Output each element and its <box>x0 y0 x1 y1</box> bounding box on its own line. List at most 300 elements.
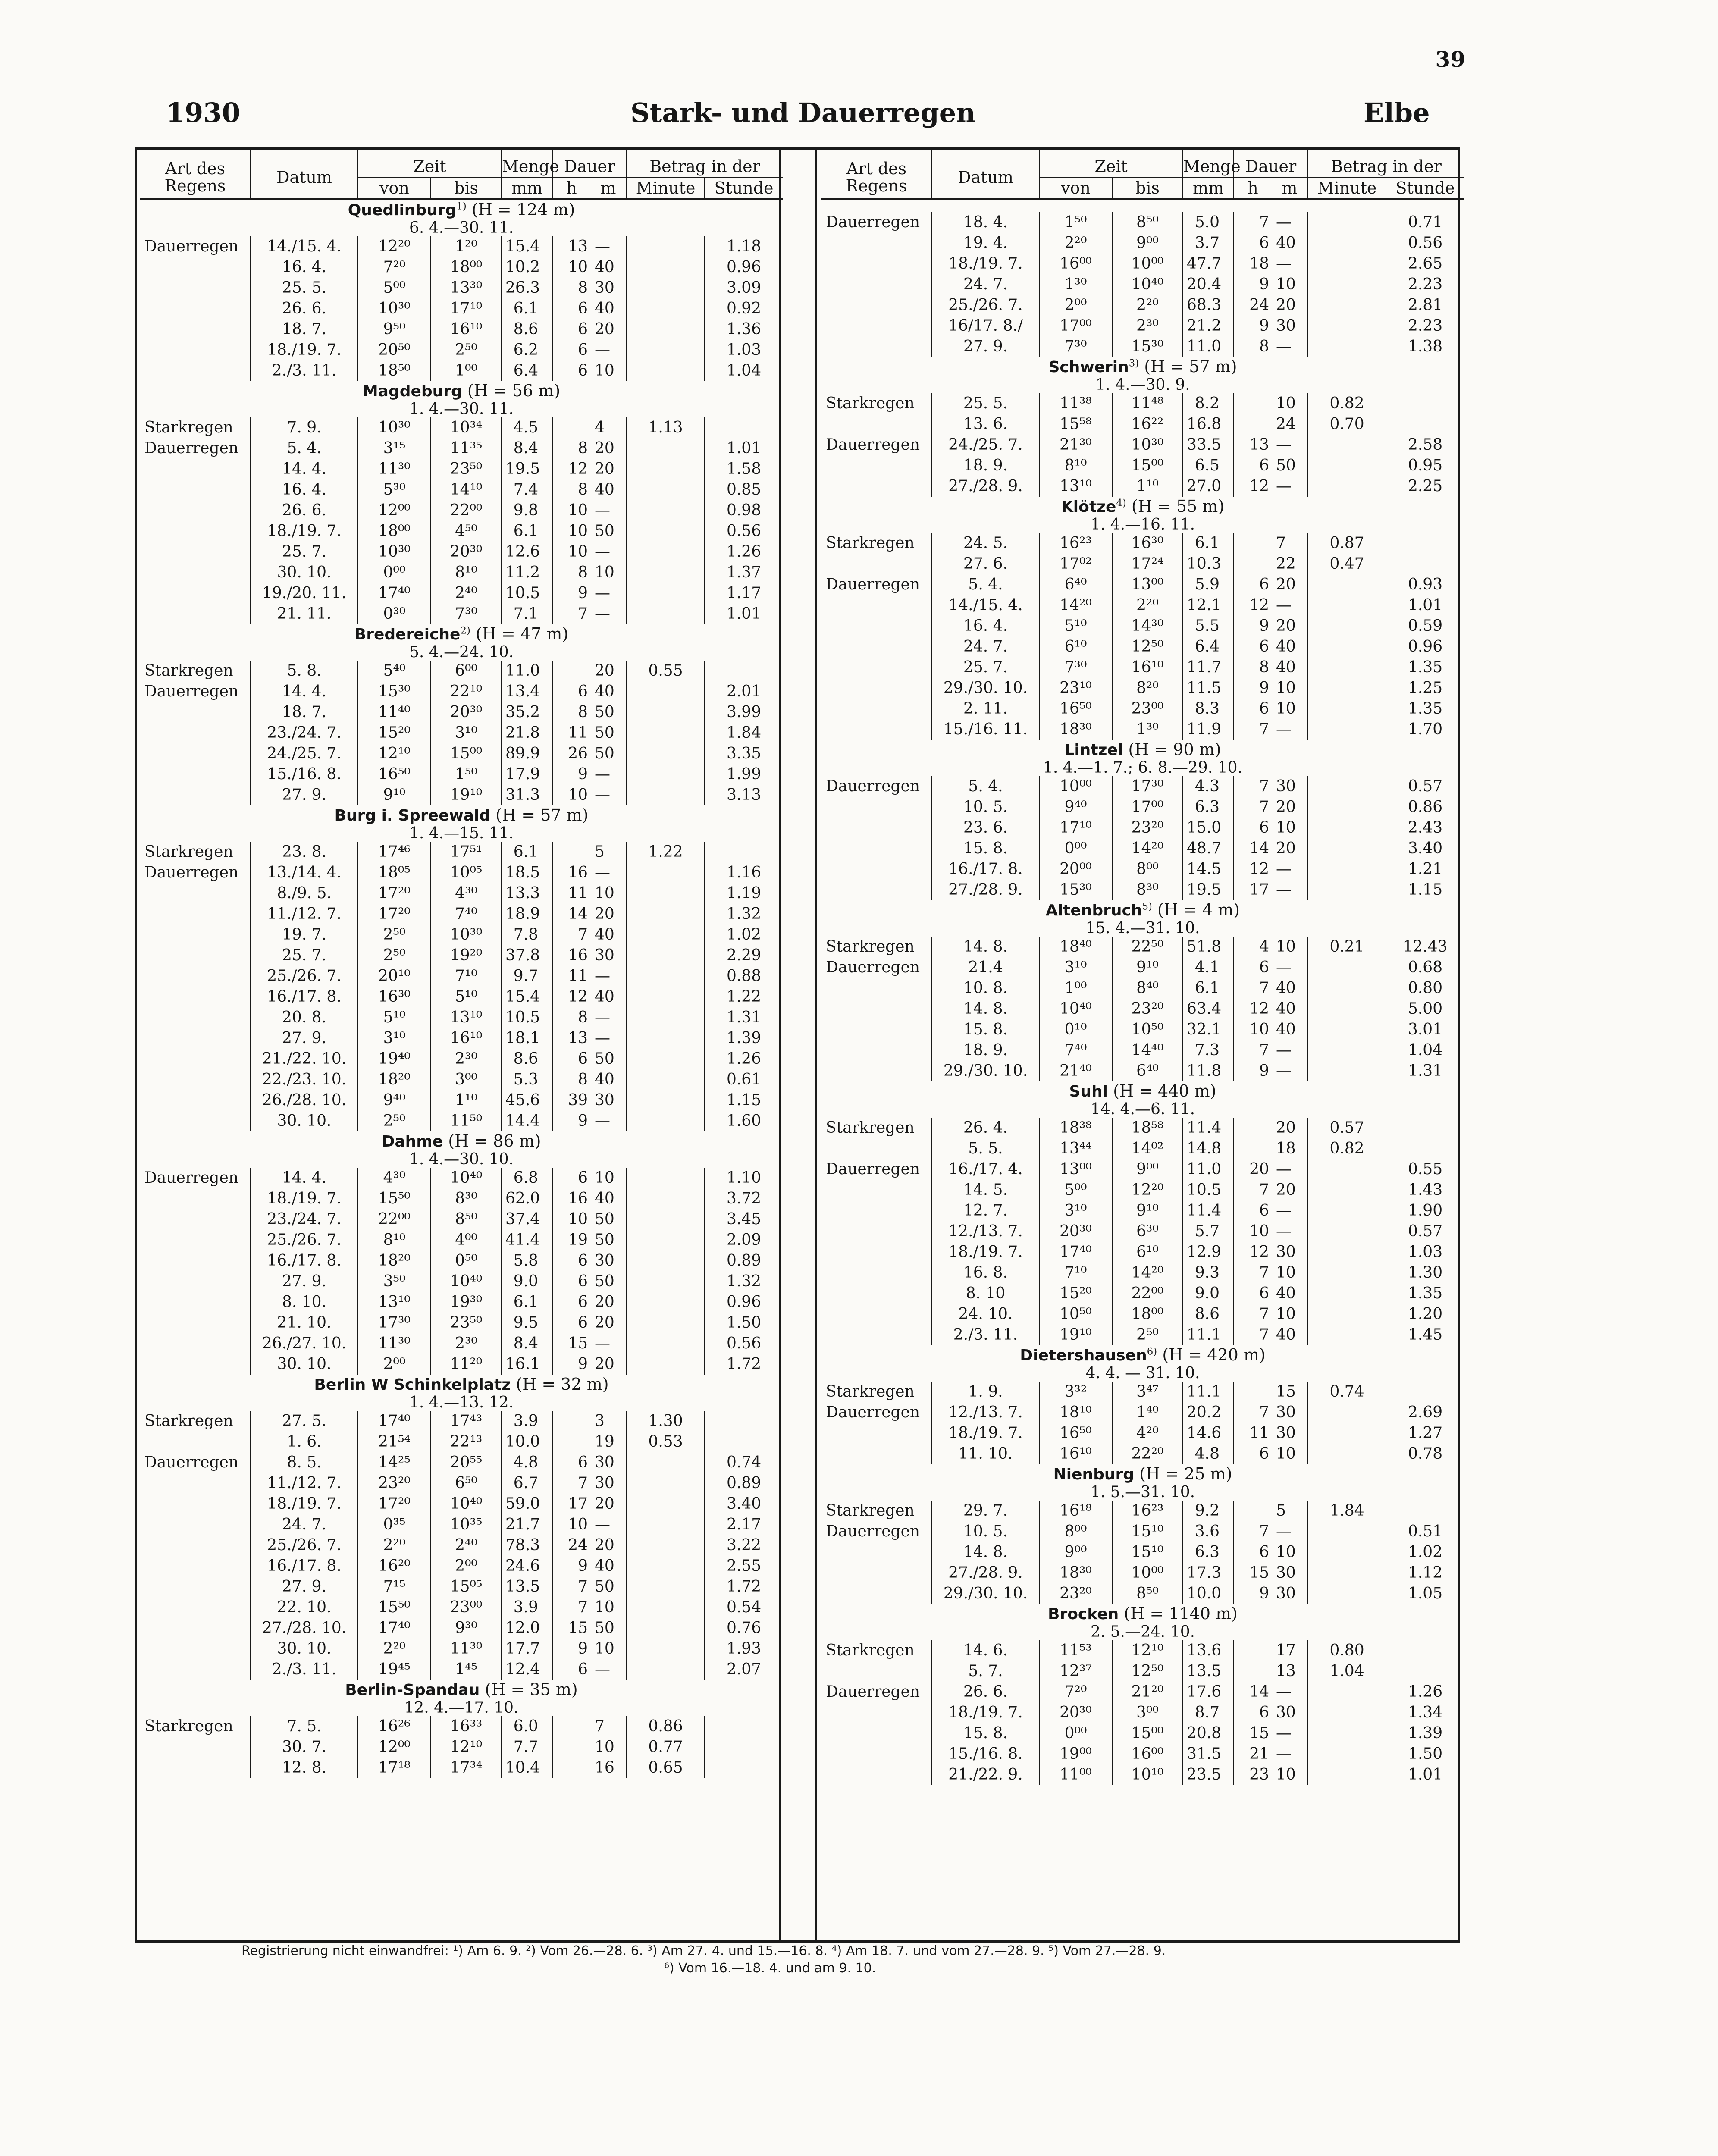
cell-datum: 22./23. 10. <box>251 1069 358 1090</box>
cell-m: 20 <box>1276 1181 1296 1199</box>
cell-art <box>821 1444 932 1464</box>
cell-datum: 16. 4. <box>932 616 1039 636</box>
cell-datum: 27./28. 9. <box>932 880 1039 900</box>
col-stunde: Stunde <box>1386 177 1464 199</box>
cell-menge: 11.1 <box>1183 1325 1234 1345</box>
cell-menge: 4.8 <box>502 1452 552 1473</box>
table-row <box>821 1304 1464 1325</box>
cell-min <box>627 904 705 924</box>
cell-m: 20 <box>595 1536 614 1554</box>
cell-art <box>821 1019 932 1040</box>
cell-h: 6 <box>1234 1542 1272 1563</box>
cell-datum: 26. 4. <box>932 1118 1039 1138</box>
cell-von: 3³² <box>1039 1382 1112 1402</box>
cell-menge: 6.3 <box>1183 797 1234 818</box>
cell-menge: 6.2 <box>502 340 552 360</box>
cell-m: 30 <box>1276 1585 1296 1602</box>
cell-datum: 30. 10. <box>251 1354 358 1375</box>
cell-datum: 1. 6. <box>251 1432 358 1452</box>
cell-min <box>627 1271 705 1292</box>
cell-bis: 5¹⁰ <box>431 987 502 1007</box>
cell-min <box>627 604 705 624</box>
cell-min: 0.47 <box>1308 554 1386 574</box>
cell-datum: 25./26. 7. <box>932 295 1039 316</box>
cell-std: 2.29 <box>705 945 783 966</box>
cell-m: 40 <box>595 988 614 1006</box>
col-bis: bis <box>431 177 502 199</box>
cell-menge: 11.0 <box>1183 1159 1234 1180</box>
cell-von: 10⁰⁰ <box>1039 776 1112 797</box>
cell-datum: 25. 5. <box>932 393 1039 414</box>
cell-min <box>1308 616 1386 636</box>
cell-datum: 18. 4. <box>932 212 1039 233</box>
cell-datum: 5. 4. <box>251 438 358 459</box>
cell-std: 1.05 <box>1386 1583 1464 1604</box>
cell-von: 23²⁰ <box>358 1473 431 1494</box>
table-row <box>821 1159 1464 1180</box>
cell-datum: 27. 6. <box>932 554 1039 574</box>
cell-m: 10 <box>1276 679 1296 697</box>
table-row <box>140 1432 783 1452</box>
cell-menge: 13.5 <box>502 1576 552 1597</box>
cell-von: 6¹⁰ <box>1039 636 1112 657</box>
station-footnote-mark: 1) <box>456 201 467 212</box>
table-row <box>821 1583 1464 1604</box>
cell-min <box>1308 1019 1386 1040</box>
cell-h: 6 <box>552 1313 590 1333</box>
cell-min <box>627 1494 705 1514</box>
cell-min <box>627 743 705 764</box>
cell-bis: 12²⁰ <box>1112 1180 1183 1200</box>
station-footnote-mark: 3) <box>1129 357 1139 369</box>
cell-menge: 7.3 <box>1183 1040 1234 1061</box>
table-row <box>140 298 783 319</box>
cell-datum: 14. 6. <box>932 1640 1039 1661</box>
cell-h: 7 <box>1234 212 1272 233</box>
cell-bis: 10⁴⁰ <box>431 1168 502 1188</box>
cell-min <box>1308 818 1386 838</box>
station-name: Quedlinburg <box>348 201 457 219</box>
station-period: 1. 4.—15. 11. <box>409 825 514 842</box>
cell-art: Dauerregen <box>826 213 920 231</box>
table-row <box>821 1382 1464 1402</box>
cell-bis: 9⁰⁰ <box>1112 1159 1183 1180</box>
cell-min <box>627 1639 705 1659</box>
cell-m: 10 <box>595 1598 614 1616</box>
cell-m: 20 <box>1276 840 1296 857</box>
station-height: (H = 57 m) <box>1144 357 1237 376</box>
cell-menge: 89.9 <box>502 743 552 764</box>
cell-datum: 25./26. 7. <box>251 1230 358 1250</box>
cell-menge: 11.0 <box>1183 336 1234 357</box>
cell-bis: 2⁵⁰ <box>1112 1325 1183 1345</box>
cell-datum: 11. 10. <box>932 1444 1039 1464</box>
cell-menge: 68.3 <box>1183 295 1234 316</box>
col-art: Art des Regens <box>164 159 226 195</box>
table-row <box>140 1597 783 1618</box>
table-row <box>140 1028 783 1049</box>
cell-std: 1.25 <box>1386 678 1464 699</box>
cell-datum: 13. 6. <box>932 414 1039 435</box>
station-period-row <box>140 1151 783 1168</box>
cell-menge: 21.2 <box>1183 316 1234 336</box>
cell-von: 7¹⁰ <box>1039 1263 1112 1283</box>
cell-m: 40 <box>595 1071 614 1088</box>
cell-menge: 12.6 <box>502 542 552 562</box>
station-footnote-mark: 2) <box>460 625 470 636</box>
cell-std: 1.31 <box>705 1007 783 1028</box>
cell-art <box>140 459 251 479</box>
cell-h: 12 <box>552 987 590 1007</box>
cell-m: — <box>1276 1745 1292 1763</box>
cell-datum: 11./12. 7. <box>251 904 358 924</box>
cell-bis: 22⁰⁰ <box>431 500 502 521</box>
table-row <box>140 1069 783 1090</box>
cell-von: 20⁵⁰ <box>358 340 431 360</box>
cell-bis: 22⁰⁰ <box>1112 1283 1183 1304</box>
cell-std: 1.32 <box>705 904 783 924</box>
cell-min <box>1308 1325 1386 1345</box>
cell-datum: 19. 4. <box>932 233 1039 254</box>
cell-h: 6 <box>1234 699 1272 719</box>
cell-von: 13⁰⁰ <box>1039 1159 1112 1180</box>
cell-art <box>821 616 932 636</box>
cell-art <box>140 278 251 298</box>
cell-datum: 24. 7. <box>251 1514 358 1535</box>
cell-m: 40 <box>1276 1021 1296 1038</box>
cell-datum: 20. 8. <box>251 1007 358 1028</box>
table-row <box>140 340 783 360</box>
cell-m: 40 <box>1276 658 1296 676</box>
cell-std: 1.43 <box>1386 1180 1464 1200</box>
cell-std: 3.72 <box>705 1188 783 1209</box>
table-row <box>821 859 1464 880</box>
cell-min <box>1308 880 1386 900</box>
cell-datum: 27. 5. <box>251 1411 358 1432</box>
cell-menge: 11.0 <box>502 661 552 681</box>
station-heading <box>821 1604 1464 1624</box>
cell-datum: 26./28. 10. <box>251 1090 358 1111</box>
cell-menge: 21.8 <box>502 723 552 743</box>
cell-menge: 5.5 <box>1183 616 1234 636</box>
cell-std: 2.65 <box>1386 254 1464 274</box>
cell-std: 3.99 <box>705 702 783 723</box>
cell-m: — <box>1276 1041 1292 1059</box>
cell-bis: 1⁵⁰ <box>431 764 502 785</box>
cell-von: 14²⁰ <box>1039 595 1112 616</box>
cell-datum: 27. 9. <box>251 1271 358 1292</box>
cell-h: 9 <box>552 1639 590 1659</box>
station-period: 1. 4.—13. 12. <box>409 1395 514 1411</box>
cell-std: 0.57 <box>1386 776 1464 797</box>
cell-bis: 1¹⁰ <box>431 1090 502 1111</box>
cell-m: 30 <box>595 1474 614 1492</box>
cell-art: Starkregen <box>826 1502 915 1520</box>
cell-menge: 11.1 <box>1183 1382 1234 1402</box>
station-period: 4. 4. — 31. 10. <box>1085 1365 1200 1382</box>
cell-std: 0.88 <box>705 966 783 987</box>
cell-min <box>1308 1200 1386 1221</box>
cell-von: 0³⁰ <box>358 604 431 624</box>
station-name: Brocken <box>1048 1605 1119 1623</box>
cell-art <box>821 657 932 678</box>
cell-von: 7²⁰ <box>358 257 431 278</box>
cell-min <box>1308 797 1386 818</box>
table-row <box>140 1111 783 1131</box>
cell-bis: 14¹⁰ <box>431 479 502 500</box>
cell-datum: 25./26. 7. <box>251 1535 358 1556</box>
cell-bis: 19²⁰ <box>431 945 502 966</box>
cell-datum: 14. 4. <box>251 459 358 479</box>
cell-h: 19 <box>552 1230 590 1250</box>
cell-datum: 2./3. 11. <box>932 1325 1039 1345</box>
cell-datum: 13./14. 4. <box>251 862 358 883</box>
cell-bis: 13¹⁰ <box>431 1007 502 1028</box>
cell-std: 1.04 <box>705 360 783 381</box>
cell-bis: 10⁴⁰ <box>431 1271 502 1292</box>
cell-min <box>627 1230 705 1250</box>
page-year: 1930 <box>166 97 241 128</box>
station-heading <box>140 381 783 401</box>
cell-menge: 11.2 <box>502 562 552 583</box>
cell-von: 10⁴⁰ <box>1039 999 1112 1019</box>
cell-h: 6 <box>1234 574 1272 595</box>
cell-m: 30 <box>1276 777 1296 795</box>
cell-von: 2⁵⁰ <box>358 945 431 966</box>
cell-min <box>1308 574 1386 595</box>
cell-min <box>627 1250 705 1271</box>
cell-h: 7 <box>1234 1325 1272 1345</box>
cell-von: 17⁴⁰ <box>358 1411 431 1432</box>
cell-datum: 5. 8. <box>251 661 358 681</box>
cell-datum: 21./22. 10. <box>251 1049 358 1069</box>
cell-bis: 16¹⁰ <box>431 1028 502 1049</box>
cell-art <box>140 542 251 562</box>
station-period-row <box>140 825 783 842</box>
cell-m: — <box>1276 721 1292 738</box>
table-row <box>140 1188 783 1209</box>
cell-std: 3.45 <box>705 1209 783 1230</box>
cell-datum: 12. 8. <box>251 1758 358 1778</box>
cell-std: 1.36 <box>705 319 783 340</box>
cell-h: 7 <box>552 1597 590 1618</box>
cell-std <box>705 1411 783 1432</box>
cell-datum: 29./30. 10. <box>932 678 1039 699</box>
table-row <box>140 236 783 257</box>
cell-h: 7 <box>1234 1040 1272 1061</box>
cell-min <box>1308 1423 1386 1444</box>
cell-datum: 12./13. 7. <box>932 1221 1039 1242</box>
cell-art <box>821 1325 932 1345</box>
cell-art <box>821 1283 932 1304</box>
station-name: Nienburg <box>1053 1466 1135 1483</box>
cell-menge: 5.7 <box>1183 1221 1234 1242</box>
table-row <box>821 1263 1464 1283</box>
cell-h <box>1234 393 1272 414</box>
cell-m: 40 <box>1276 979 1296 997</box>
cell-menge: 20.4 <box>1183 274 1234 295</box>
cell-menge: 3.9 <box>502 1411 552 1432</box>
table-row <box>140 764 783 785</box>
table-row <box>821 1723 1464 1744</box>
cell-bis: 2²⁰ <box>1112 295 1183 316</box>
cell-art <box>821 699 932 719</box>
cell-art <box>140 1639 251 1659</box>
cell-art <box>821 274 932 295</box>
cell-std: 1.58 <box>705 459 783 479</box>
cell-h: 10 <box>552 785 590 805</box>
table-row <box>140 1411 783 1432</box>
cell-std: 2.09 <box>705 1230 783 1250</box>
cell-art <box>821 678 932 699</box>
cell-datum: 14./15. 4. <box>932 595 1039 616</box>
cell-std: 0.54 <box>705 1597 783 1618</box>
cell-bis: 8⁰⁰ <box>1112 859 1183 880</box>
cell-min <box>627 562 705 583</box>
cell-m: 24 <box>1276 415 1296 433</box>
cell-bis: 16³⁰ <box>1112 533 1183 554</box>
table-row <box>140 417 783 438</box>
table-row <box>821 1501 1464 1521</box>
cell-menge: 9.5 <box>502 1313 552 1333</box>
cell-min <box>1308 999 1386 1019</box>
cell-datum: 18./19. 7. <box>932 1423 1039 1444</box>
cell-min <box>627 1049 705 1069</box>
cell-datum: 30. 10. <box>251 1639 358 1659</box>
cell-bis: 22²⁰ <box>1112 1444 1183 1464</box>
cell-std: 0.56 <box>1386 233 1464 254</box>
cell-menge: 17.6 <box>1183 1682 1234 1702</box>
cell-datum: 12. 7. <box>932 1200 1039 1221</box>
cell-menge: 5.8 <box>502 1250 552 1271</box>
cell-art <box>140 1576 251 1597</box>
cell-h: 10 <box>552 521 590 542</box>
cell-von: 2⁵⁰ <box>358 924 431 945</box>
cell-std <box>1386 1501 1464 1521</box>
cell-bis: 10⁴⁰ <box>1112 274 1183 295</box>
cell-h: 8 <box>552 438 590 459</box>
cell-bis: 15¹⁰ <box>1112 1542 1183 1563</box>
cell-art: Dauerregen <box>826 777 920 795</box>
col-minute: Minute <box>1308 177 1386 199</box>
table-row <box>821 414 1464 435</box>
cell-min <box>627 1576 705 1597</box>
cell-m: 20 <box>595 1293 614 1311</box>
cell-h: 8 <box>552 1007 590 1028</box>
cell-h: 9 <box>552 764 590 785</box>
cell-min <box>627 1028 705 1049</box>
cell-std: 2.43 <box>1386 818 1464 838</box>
cell-art <box>821 254 932 274</box>
cell-min <box>627 945 705 966</box>
cell-art <box>140 319 251 340</box>
cell-std: 1.18 <box>705 236 783 257</box>
cell-std: 1.93 <box>705 1639 783 1659</box>
cell-min <box>627 1556 705 1576</box>
cell-menge: 26.3 <box>502 278 552 298</box>
cell-m: — <box>595 501 611 519</box>
table-row <box>140 987 783 1007</box>
cell-m: 5 <box>1276 1502 1286 1520</box>
cell-h <box>552 842 590 862</box>
cell-art <box>821 1200 932 1221</box>
table-row <box>140 743 783 764</box>
cell-art: Dauerregen <box>826 959 920 976</box>
cell-std: 0.57 <box>1386 1221 1464 1242</box>
table-row <box>821 636 1464 657</box>
cell-datum: 25. 7. <box>251 945 358 966</box>
cell-art: Starkregen <box>144 419 233 436</box>
station-period: 1. 4.—30. 9. <box>1095 377 1190 393</box>
cell-von: 12²⁰ <box>358 236 431 257</box>
cell-m: 10 <box>595 1640 614 1658</box>
cell-menge: 7.7 <box>502 1737 552 1758</box>
cell-datum: 16/17. 8./ <box>932 316 1039 336</box>
cell-std: 3.22 <box>705 1535 783 1556</box>
cell-von: 21⁵⁴ <box>358 1432 431 1452</box>
col-zeit: Zeit <box>358 150 502 177</box>
cell-h <box>1234 1138 1272 1159</box>
cell-m: 20 <box>1276 1119 1296 1137</box>
station-height: (H = 1140 m) <box>1124 1604 1238 1623</box>
cell-min <box>627 1111 705 1131</box>
cell-von: 11⁵³ <box>1039 1640 1112 1661</box>
cell-bis: 9¹⁰ <box>1112 1200 1183 1221</box>
col-dauer: Dauer <box>552 150 627 177</box>
cell-std: 1.16 <box>705 862 783 883</box>
table-row <box>140 459 783 479</box>
cell-bis: 9³⁰ <box>431 1618 502 1639</box>
cell-min <box>627 1007 705 1028</box>
cell-m: 13 <box>1276 1662 1296 1680</box>
cell-art <box>140 1354 251 1375</box>
cell-von: 15²⁰ <box>358 723 431 743</box>
cell-bis: 0⁵⁰ <box>431 1250 502 1271</box>
cell-h: 23 <box>1234 1764 1272 1785</box>
cell-min <box>1308 1444 1386 1464</box>
cell-art <box>821 1180 932 1200</box>
cell-menge: 7.8 <box>502 924 552 945</box>
cell-bis: 2³⁰ <box>431 1333 502 1354</box>
cell-art: Dauerregen <box>144 864 239 881</box>
station-period: 2. 5.—24. 10. <box>1090 1624 1195 1640</box>
cell-bis: 4³⁰ <box>431 883 502 904</box>
cell-art <box>140 521 251 542</box>
cell-h: 7 <box>1234 1180 1272 1200</box>
cell-m: 20 <box>595 662 614 680</box>
cell-h: 7 <box>1234 776 1272 797</box>
station-height: (H = 56 m) <box>467 381 561 400</box>
cell-m: — <box>595 584 611 602</box>
cell-von: 18⁰⁵ <box>358 862 431 883</box>
cell-menge: 33.5 <box>1183 435 1234 455</box>
cell-m: 10 <box>1276 1305 1296 1323</box>
cell-h: 9 <box>1234 1583 1272 1604</box>
cell-von: 3¹⁵ <box>358 438 431 459</box>
cell-m: 10 <box>1276 819 1296 837</box>
cell-m: — <box>1276 1202 1292 1219</box>
cell-art <box>140 1597 251 1618</box>
cell-bis: 2⁵⁰ <box>431 340 502 360</box>
cell-std: 0.80 <box>1386 978 1464 999</box>
cell-von: 0⁰⁰ <box>358 562 431 583</box>
cell-h: 8 <box>552 702 590 723</box>
cell-m: 20 <box>1276 798 1296 816</box>
table-row <box>821 1061 1464 1081</box>
cell-von: 3¹⁰ <box>1039 957 1112 978</box>
table-row <box>140 862 783 883</box>
cell-von: 19⁰⁰ <box>1039 1744 1112 1764</box>
